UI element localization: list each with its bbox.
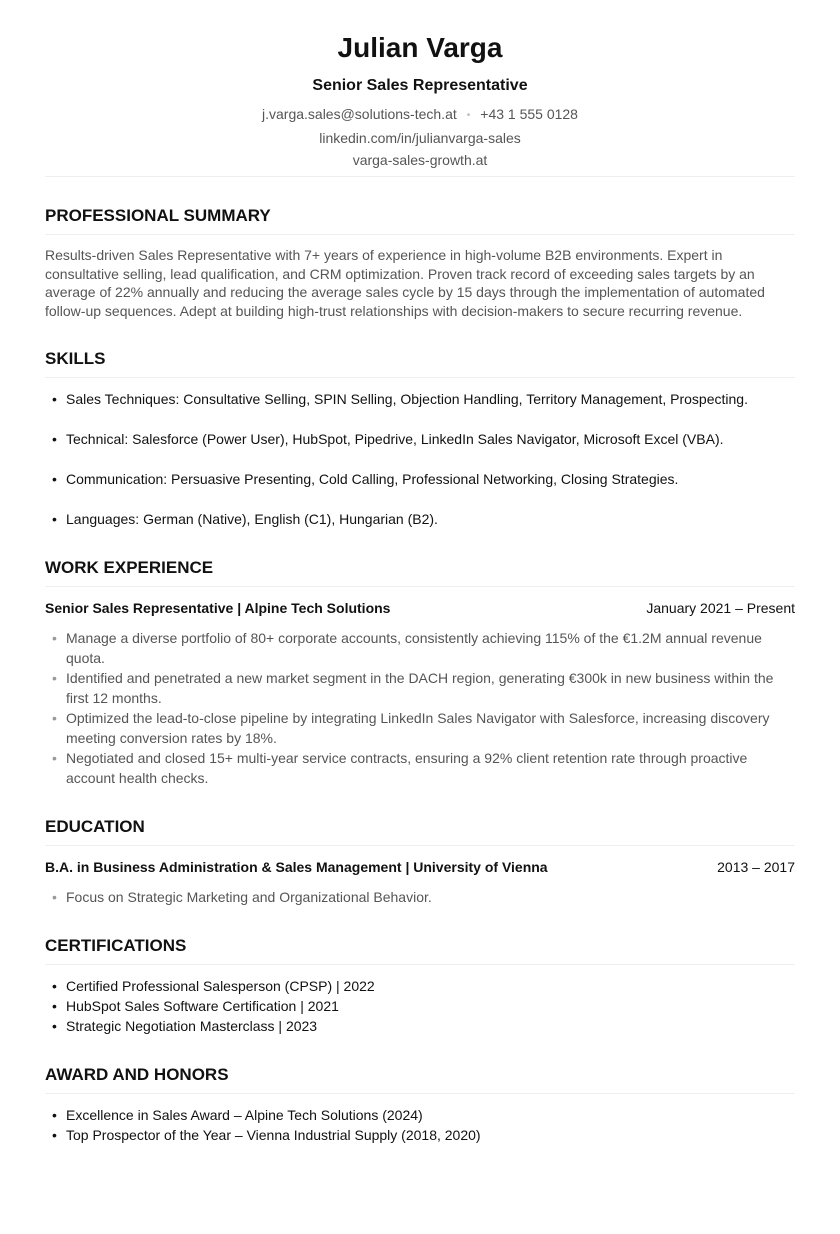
education-header bbox=[45, 858, 795, 876]
certifications-list bbox=[45, 976, 795, 1036]
job-dates: January 2021 – Present bbox=[646, 600, 795, 616]
education-section bbox=[45, 816, 795, 907]
contact-line bbox=[45, 103, 795, 127]
linkedin-link[interactable]: linkedin.com/in/julianvarga-sales bbox=[319, 130, 521, 146]
section-heading: PROFESSIONAL SUMMARY bbox=[45, 205, 795, 235]
candidate-name: Julian Varga bbox=[337, 32, 503, 63]
list-item: • Top Prospector of the Year – Vienna Industrial Supply (2018, 2020) bbox=[45, 1125, 795, 1145]
list-item: • Focus on Strategic Marketing and Organizational Behavior. bbox=[45, 887, 795, 907]
website-link[interactable]: varga-sales-growth.at bbox=[352, 152, 488, 168]
candidate-title: Senior Sales Representative bbox=[312, 77, 528, 94]
list-item: • Sales Techniques: Consultative Selling, SPIN Selling, Objection Handling, Territory Management, Prospecting. bbox=[45, 389, 795, 409]
list-item: • Strategic Negotiation Masterclass | 2023 bbox=[45, 1016, 795, 1036]
list-item: • Excellence in Sales Award – Alpine Tech Solutions (2024) bbox=[45, 1105, 795, 1125]
contact-separator: • bbox=[466, 110, 471, 121]
awards-list bbox=[45, 1105, 795, 1145]
section-heading: CERTIFICATIONS bbox=[45, 935, 795, 965]
job-title: Senior Sales Representative | Alpine Tech Solutions bbox=[45, 600, 391, 616]
section-heading: WORK EXPERIENCE bbox=[45, 557, 795, 587]
list-item: • Optimized the lead-to-close pipeline by integrating LinkedIn Sales Navigator with Salesforce, increasing discovery meeting conversion rates by 18%. bbox=[45, 708, 795, 748]
job-bullets bbox=[45, 628, 795, 788]
summary-text: Results-driven Sales Representative with 7+ years of experience in high-volume B2B environments. Expert in consultative selling, lead qualification, and CRM optimization. Proven track record of exceeding sales targets by an average of 22% annually and reducing the average sales cycle by 15 days through the implementation of automated follow-up sequences. Adept at building high-trust relationships with decision-makers to secure recurring revenue. bbox=[45, 247, 765, 319]
skills-section bbox=[45, 348, 795, 529]
job-header bbox=[45, 599, 795, 617]
list-item: • Negotiated and closed 15+ multi-year service contracts, ensuring a 92% client retention rate through proactive account health checks. bbox=[45, 748, 795, 788]
summary-section bbox=[45, 205, 795, 320]
skills-list bbox=[45, 389, 795, 529]
header-divider bbox=[45, 176, 795, 177]
list-item: • Manage a diverse portfolio of 80+ corporate accounts, consistently achieving 115% of the €1.2M annual revenue quota. bbox=[45, 628, 795, 668]
list-item: • Communication: Persuasive Presenting, Cold Calling, Professional Networking, Closing Strategies. bbox=[45, 469, 795, 489]
awards-section bbox=[45, 1064, 795, 1145]
section-heading: EDUCATION bbox=[45, 816, 795, 846]
email-link[interactable]: j.varga.sales@solutions-tech.at bbox=[262, 106, 457, 122]
list-item: • Technical: Salesforce (Power User), HubSpot, Pipedrive, LinkedIn Sales Navigator, Microsoft Excel (VBA). bbox=[45, 429, 795, 449]
list-item: • Certified Professional Salesperson (CPSP) | 2022 bbox=[45, 976, 795, 996]
section-heading: AWARD AND HONORS bbox=[45, 1064, 795, 1094]
list-item: • HubSpot Sales Software Certification | 2021 bbox=[45, 996, 795, 1016]
degree-title: B.A. in Business Administration & Sales Management | University of Vienna bbox=[45, 859, 548, 875]
phone-number[interactable]: +43 1 555 0128 bbox=[480, 106, 578, 122]
section-heading: SKILLS bbox=[45, 348, 795, 378]
list-item: • Identified and penetrated a new market segment in the DACH region, generating €300k in new business within the first 12 months. bbox=[45, 668, 795, 708]
certifications-section bbox=[45, 935, 795, 1036]
education-dates: 2013 – 2017 bbox=[717, 859, 795, 875]
resume-header bbox=[45, 0, 795, 177]
list-item: • Languages: German (Native), English (C1), Hungarian (B2). bbox=[45, 509, 795, 529]
experience-section bbox=[45, 557, 795, 788]
education-bullets bbox=[45, 887, 795, 907]
